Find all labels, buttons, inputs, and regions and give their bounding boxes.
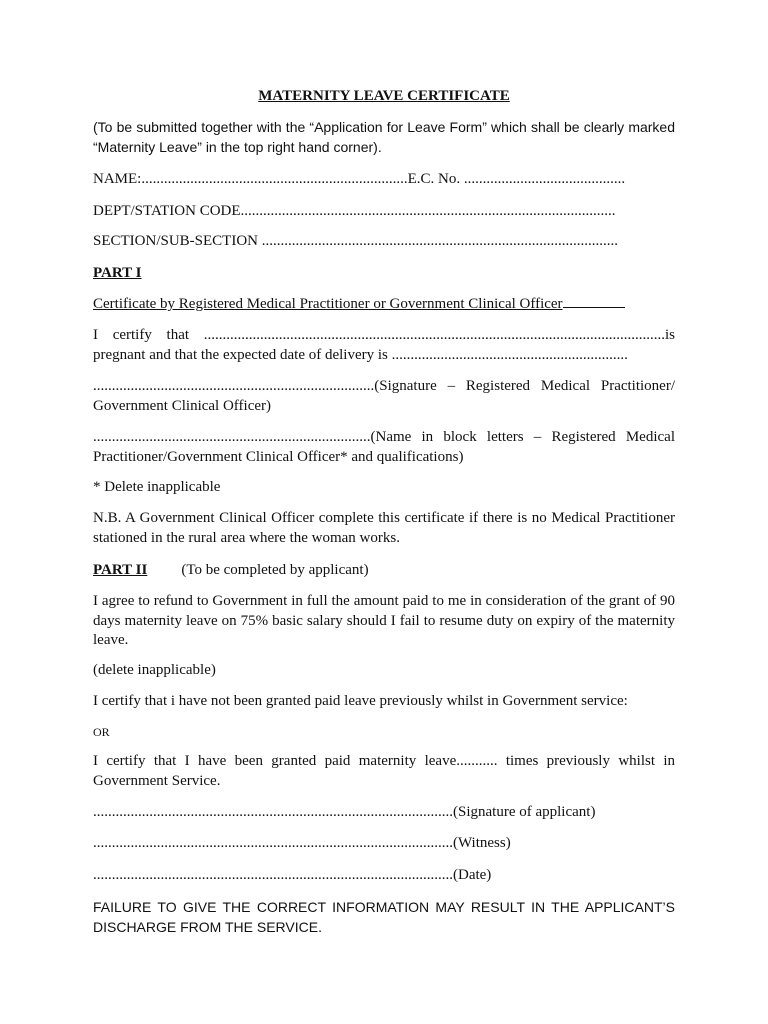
part2-note: (To be completed by applicant) bbox=[181, 562, 369, 578]
name-field: NAME:.......................................................................E.C. No. ........................................... bbox=[93, 171, 626, 187]
delete-inapplicable-part2: (delete inapplicable) bbox=[93, 662, 216, 678]
refund-agreement-text: I agree to refund to Government in full the amount paid to me in consideration of the grant of 90 days maternity leave on 75% basic salary should I fail to resume duty on expiry of the maternity leave. bbox=[93, 593, 675, 648]
practitioner-signature-line: ...........................................................................(Signature – Registered Medical Practitioner/ Government Clinical Officer) bbox=[93, 378, 675, 414]
subheading-underline bbox=[563, 295, 625, 308]
part2-heading: PART II bbox=[93, 562, 148, 578]
witness-line: ................................................................................................(Witness) bbox=[93, 835, 511, 851]
part1-subheading-text: Certificate by Registered Medical Practitioner or Government Clinical Officer bbox=[93, 296, 563, 312]
part2-heading-row bbox=[93, 561, 675, 581]
intro-text: (To be submitted together with the “Application for Leave Form” which shall be clearly marked “Maternity Leave” in the top right hand corner). bbox=[93, 119, 675, 155]
certify-granted-text: I certify that I have been granted paid maternity leave........... times previously whilst in Government Service. bbox=[93, 753, 675, 789]
delete-inapplicable-note: * Delete inapplicable bbox=[93, 479, 221, 495]
part1-subheading bbox=[93, 295, 675, 315]
part1-certify-text: I certify that ...........................................................................................................................is pregnant and that the expected date of delivery is ............................................................... bbox=[93, 327, 675, 363]
page-title: MATERNITY LEAVE CERTIFICATE bbox=[258, 88, 510, 104]
practitioner-name-line: ..........................................................................(Name in block letters – Registered Medical Practitioner/Government Clinical Officer* and qualifications) bbox=[93, 429, 675, 465]
nb-note: N.B. A Government Clinical Officer complete this certificate if there is no Medical Practitioner stationed in the rural area where the woman works. bbox=[93, 510, 675, 546]
certify-not-granted-text: I certify that i have not been granted paid leave previously whilst in Government service: bbox=[93, 693, 628, 709]
dept-field: DEPT/STATION CODE.................................................................................................... bbox=[93, 203, 616, 219]
section-field: SECTION/SUB-SECTION ............................................................................................... bbox=[93, 233, 619, 249]
applicant-signature-line: ................................................................................................(Signature of applicant) bbox=[93, 804, 596, 820]
failure-warning: FAILURE TO GIVE THE CORRECT INFORMATION MAY RESULT IN THE APPLICANT’S DISCHARGE FROM THE SERVICE. bbox=[93, 899, 675, 935]
or-separator: OR bbox=[93, 725, 110, 739]
date-line: ................................................................................................(Date) bbox=[93, 867, 492, 883]
part1-heading: PART I bbox=[93, 265, 142, 281]
